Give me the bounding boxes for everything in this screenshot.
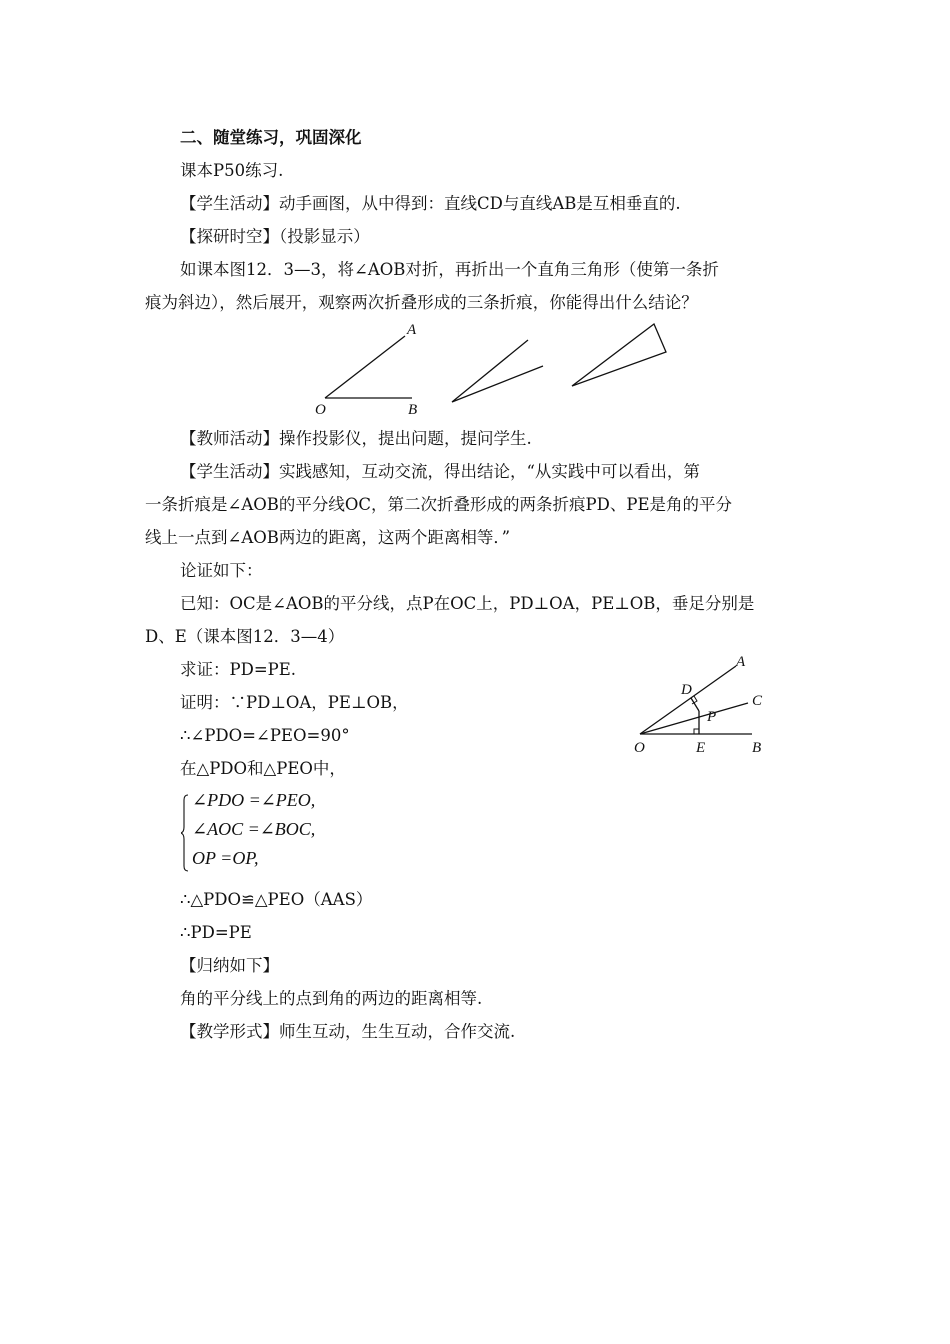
folded-angle <box>452 340 543 402</box>
label-a: A <box>407 322 417 338</box>
exercise-reference: 课本P50练习. <box>180 161 284 180</box>
proof-intro: 论证如下： <box>180 561 263 580</box>
bisector-figure <box>630 648 790 758</box>
label-p: P <box>707 709 717 725</box>
right-angle-e <box>694 729 699 734</box>
explore-text-line-2: 痕为斜边），然后展开，观察两次折叠形成的三条折痕，你能得出什么结论？ <box>145 293 698 312</box>
section-title: 二、随堂练习，巩固深化 <box>180 128 362 147</box>
segment-pd <box>691 698 699 711</box>
label-e: E <box>696 740 706 756</box>
proof-line-2: ∴∠PDO=∠PEO=90° <box>180 726 350 745</box>
student-activity-2-line-1: 【学生活动】实践感知，互动交流，得出结论，“从实践中可以看出，第 <box>180 462 700 481</box>
folding-figure <box>300 318 680 418</box>
label-d: D <box>681 682 692 698</box>
ray-oa <box>640 666 736 734</box>
teacher-activity: 【教师活动】操作投影仪，提出问题，提问学生. <box>180 429 532 448</box>
label-o: O <box>634 740 645 756</box>
proof-line-3: 在△PDO和△PEO中， <box>180 759 346 778</box>
label-a: A <box>736 654 746 670</box>
equation-1: ∠PDO =∠PEO, <box>192 790 316 810</box>
label-b: B <box>408 402 418 418</box>
equation-2: ∠AOC =∠BOC, <box>192 819 316 839</box>
student-activity-2-line-2: 一条折痕是∠AOB的平分线OC，第二次折叠形成的两条折痕PD、PE是角的平分 <box>145 495 733 514</box>
proof-line-1: 证明：∵PD⊥OA，PE⊥OB， <box>180 693 409 712</box>
explore-heading: 【探研时空】（投影显示） <box>180 227 370 246</box>
folded-triangle <box>572 324 666 386</box>
explore-text-line-1: 如课本图12．3—3，将∠AOB对折，再折出一个直角三角形（使第一条折 <box>180 260 719 279</box>
left-brace <box>181 794 189 872</box>
label-b: B <box>752 740 762 756</box>
student-activity-2-line-3: 线上一点到∠AOB两边的距离，这两个距离相等．” <box>145 528 511 547</box>
prove-statement: 求证：PD=PE. <box>180 660 297 679</box>
equation-3: OP =OP, <box>192 848 259 868</box>
proof-line-4: ∴△PDO≌△PEO（AAS） <box>180 890 373 909</box>
given-line-2: D、E（课本图12．3—4） <box>145 627 345 646</box>
teaching-form: 【教学形式】师生互动，生生互动，合作交流. <box>180 1022 516 1041</box>
student-activity-1: 【学生活动】动手画图，从中得到：直线CD与直线AB是互相垂直的. <box>180 194 681 213</box>
ray-oa <box>325 336 405 398</box>
proof-line-5: ∴PD=PE <box>180 923 252 942</box>
given-line-1: 已知：OC是∠AOB的平分线，点P在OC上，PD⊥OA，PE⊥OB，垂足分别是 <box>180 594 755 613</box>
summary-heading: 【归纳如下】 <box>180 956 279 975</box>
label-c: C <box>752 693 763 709</box>
summary-text: 角的平分线上的点到角的两边的距离相等. <box>180 989 483 1008</box>
label-o: O <box>315 402 326 418</box>
